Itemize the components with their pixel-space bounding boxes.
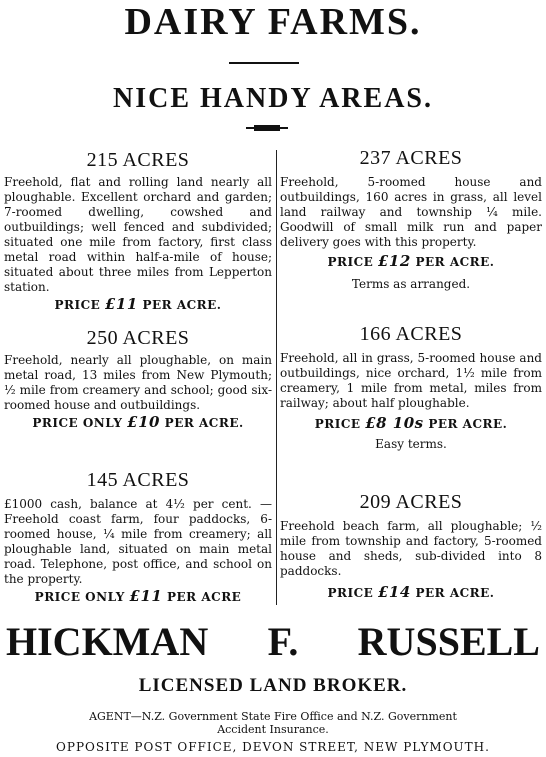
page-subtitle: NICE HANDY AREAS.: [112, 83, 433, 114]
listing-heading: 145 ACRES: [86, 469, 190, 491]
price-value: £11: [105, 295, 138, 313]
price-value: £10: [127, 413, 160, 431]
price-prefix: PRICE: [314, 417, 361, 431]
listing-145-acres: [4, 468, 272, 605]
listing-250-acres: [4, 326, 272, 431]
listing-description: Freehold, nearly all ploughable, on main metal road, 13 miles from New Plymouth; ½ mile from creamery and school; good six-roomed house and outbuildings.: [4, 353, 272, 412]
listing-166-acres: [280, 322, 542, 452]
title-divider: [229, 62, 299, 64]
agency-line-2: Accident Insurance.: [217, 723, 329, 736]
agent-name-first: HICKMAN: [6, 619, 209, 664]
listing-heading: 166 ACRES: [359, 323, 463, 345]
listing-description: Freehold, all in grass, 5-roomed house and outbuildings, nice orchard, 1½ mile from creamery, 1 mile from metal, miles from railway; about half ploughable.: [280, 351, 542, 410]
price-suffix: PER ACRE: [167, 590, 242, 604]
page-title: DAIRY FARMS.: [124, 1, 422, 43]
listing-description: Freehold, flat and rolling land nearly all ploughable. Excellent orchard and garden; 7-roomed dwelling, cowshed and outbuildings; well fenced and subdivided; situated one mile from factory, first class metal road within half-a-mile of house; situated about three miles from Lepperton station.: [4, 175, 272, 294]
price-prefix: PRICE: [327, 586, 374, 600]
listing-237-acres: [280, 146, 542, 292]
listing-terms: Terms as arranged.: [351, 277, 471, 291]
price-suffix: PER ACRE.: [164, 416, 244, 430]
listing-heading: 215 ACRES: [86, 149, 190, 171]
price-prefix: PRICE: [54, 298, 101, 312]
listing-price: [4, 415, 272, 431]
agency-line-1: AGENT—N.Z. Government State Fire Office and N.Z. Government: [89, 710, 457, 723]
broker-title: LICENSED LAND BROKER.: [138, 675, 408, 696]
listing-price: [4, 297, 272, 313]
agency-info: [0, 710, 546, 736]
listing-209-acres: [280, 490, 542, 601]
agent-name-middle: F.: [267, 619, 299, 664]
listing-description: Freehold, 5-roomed house and outbuildings, 160 acres in grass, all level land railway and township ¼ mile. Goodwill of small milk run and paper delivery goes with this property.: [280, 175, 542, 249]
price-suffix: PER ACRE.: [415, 255, 495, 269]
price-value: £12: [378, 252, 411, 270]
price-value: £14: [378, 583, 411, 601]
listing-heading: 237 ACRES: [359, 147, 463, 169]
price-suffix: PER ACRE.: [142, 298, 222, 312]
column-divider: [276, 150, 277, 605]
agent-name-last: RUSSELL: [357, 619, 540, 664]
listing-price: [4, 589, 272, 605]
price-prefix: PRICE ONLY: [32, 416, 123, 430]
office-address: OPPOSITE POST OFFICE, DEVON STREET, NEW PLYMOUTH.: [56, 740, 490, 754]
listing-heading: 250 ACRES: [86, 327, 190, 349]
listing-price: [280, 254, 542, 270]
price-value: £8 10s: [365, 414, 424, 432]
price-value: £11: [129, 587, 163, 605]
listing-terms: Easy terms.: [375, 437, 447, 451]
listing-description: Freehold beach farm, all ploughable; ½ mile from township and factory, 5-roomed house and sheds, sub-divided into 8 paddocks.: [280, 519, 542, 578]
price-prefix: PRICE ONLY: [34, 590, 125, 604]
listing-215-acres: [4, 148, 272, 313]
price-prefix: PRICE: [327, 255, 374, 269]
listing-description: £1000 cash, balance at 4½ per cent. —Freehold coast farm, four paddocks, 6-roomed house, ¼ mile from creamery; all ploughable land, situated on main metal road. Telephone, post office, and school on the property.: [4, 497, 272, 586]
listing-price: [280, 585, 542, 601]
agent-name: [0, 620, 546, 664]
price-suffix: PER ACRE.: [428, 417, 508, 431]
listing-heading: 209 ACRES: [359, 491, 463, 513]
ornament-divider: [246, 124, 288, 132]
price-suffix: PER ACRE.: [415, 586, 495, 600]
listing-price: [280, 416, 542, 432]
